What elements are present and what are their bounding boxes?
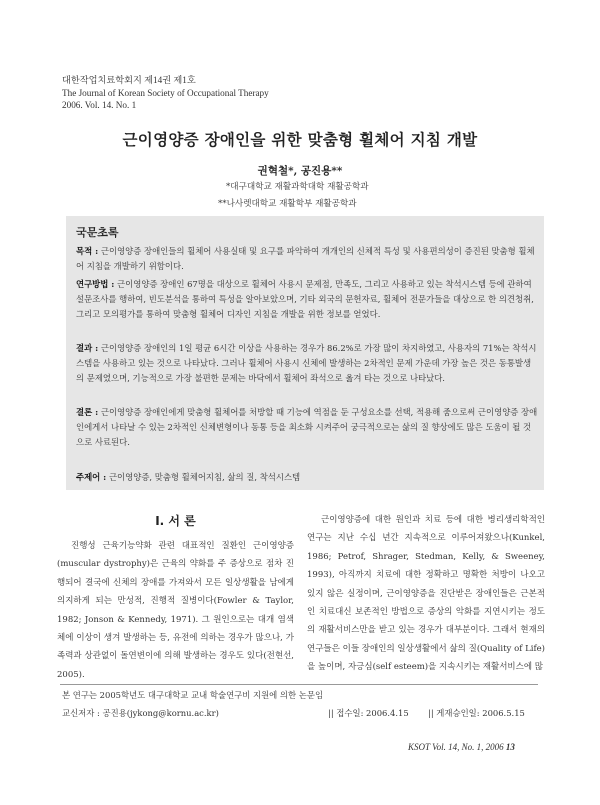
abstract-heading: 국문초록 [76,226,119,239]
journal-volume: 2006. Vol. 14. No. 1 [62,100,137,110]
footnote-divider [60,684,538,685]
abstract-box [66,216,544,490]
section-heading-introduction: Ⅰ. 서 론 [155,514,196,528]
method-text: 근이영양증 장애인 67명을 대상으로 휠체어 사용시 문제점, 만족도, 그리고 사용하고 있는 착석시스템 등에 관하여 설문조사를 행하여, 빈도분석을 통하여 특성을 알아보았으며, 기타 외국의 문헌자료, 휠체어 전문가들을 대상으로 한 의견청취, 그리고 모의평가를 통하여 맞춤형 휠체어 디자인 지침을 개발을 위한 정보를 얻었다. [76,279,534,319]
accepted-date: || 게재승인일: 2006.5.15 [428,708,525,718]
journal-name-english: The Journal of Korean Society of Occupational Therapy [62,87,269,98]
purpose-text: 근이영양증 장애인들의 휠체어 사용실태 및 요구를 파악하여 개개인의 신체적 특성 및 사용편의성이 증진된 맞춤형 휠체어 지침을 개발하기 위함이다. [76,246,535,271]
affiliation-2: **나사렛대학교 재활학부 재활공학과 [218,199,357,209]
body-right-column: 근이영양증에 대한 원인과 치료 등에 대한 병리생리학적인 연구는 지난 수십 년간 지속적으로 이루어져왔으나(Kunkel, 1986; Petrof, Shrager, Stedman, Kelly, & Sweeney, 1993), 아직까지 치료에 대한 정확하고 명확한 처방이 나오고 있지 않은 실정이며, 근이영양증을 진단받은 장애인들은 근본적인 치료대신 보존적인 방법으로 증상의 악화를 지연시키는 정도의 재활서비스만을 받고 있는 경우가 대부분이다. 그래서 현재의 연구들은 이들 장애인의 일상생활에서 삶의 질(Quality of Life)을 높이며, 자긍심(self esteem)을 지속시키는 재활서비스에 많 [307,515,545,673]
method-label: 연구방법 : [76,279,115,289]
journal-header [62,74,269,112]
page-number: 13 [505,742,515,752]
corresponding-author: 교신저자 : 공진용(jykong@kornu.ac.kr) [62,708,219,718]
keywords-label: 주제어 : [76,472,107,482]
affiliation-1: *대구대학교 재활과학대학 재활공학과 [226,182,369,192]
paper-title: 근이영양증 장애인을 위한 맞춤형 휠체어 지침 개발 [122,131,478,149]
conclusion-text: 근이영양증 장애인에게 맞춤형 휠체어를 처방할 때 기능에 역점을 둔 구성요소를 선택, 적용해 줌으로써 근이영양증 장애인에게서 나타날 수 있는 2차적인 신체변형이나 동통 등을 최소화 시켜주어 궁극적으로는 삶의 질 향상에도 많은 도움이 될 것으로 사료된다. [76,407,538,447]
footer-journal: KSOT Vol. 14, No. 1, 2006 [408,742,504,752]
abstract-conclusion [76,405,538,450]
received-date: || 접수일: 2006.4.15 [328,708,409,718]
funding-note: 본 연구는 2005학년도 대구대학교 교내 학술연구비 지원에 의한 논문임 [62,690,324,700]
abstract-method [76,277,538,322]
conclusion-label: 결론 : [76,407,99,417]
authors: 권혁철*, 공진용** [257,165,343,177]
result-label: 결과 : [76,343,99,353]
body-left-column: 진행성 근육기능약화 관련 대표적인 질환인 근이영양증(muscular dystrophy)은 근육의 약화를 주 증상으로 점차 진행되어 결국에 신체의 장애를 가져와서 모든 일상생활을 남에게 의지하게 되는 만성적, 진행적 질병이다(Fowler & Taylor, 1982; Jonson & Kennedy, 1971). 그 원인으로는 대개 염색체에 이상이 생겨 발생하는 등, 유전에 의하는 경우가 많으나, 가족력과 상관없이 돌연변이에 의해 발생하는 경우도 있다(전현선, 2005). [57,541,294,680]
keywords-text: 근이영양증, 맞춤형 휠체어지침, 삶의 질, 착석시스템 [108,472,301,482]
abstract-result [76,341,538,386]
abstract-keywords [76,470,538,485]
page-footer [408,742,515,752]
abstract-purpose [76,244,538,274]
journal-name-korean: 대한작업치료학회지 제14권 제1호 [62,75,196,85]
purpose-label: 목적 : [76,246,99,256]
result-text: 근이영양증 장애인의 1일 평균 6시간 이상을 사용하는 경우가 86.2%로 가장 많이 차지하였고, 사용자의 71%는 착석시스템을 사용하고 있는 것으로 나타났다. 그러나 휠체어 사용시 신체에 발생하는 2차적인 문제 가운데 가장 높은 것은 동통발생의 문제였으며, 기능적으로 가장 불편한 문제는 바닥에서 휠체어 좌석으로 옮겨 타는 것으로 나타났다. [76,343,537,383]
